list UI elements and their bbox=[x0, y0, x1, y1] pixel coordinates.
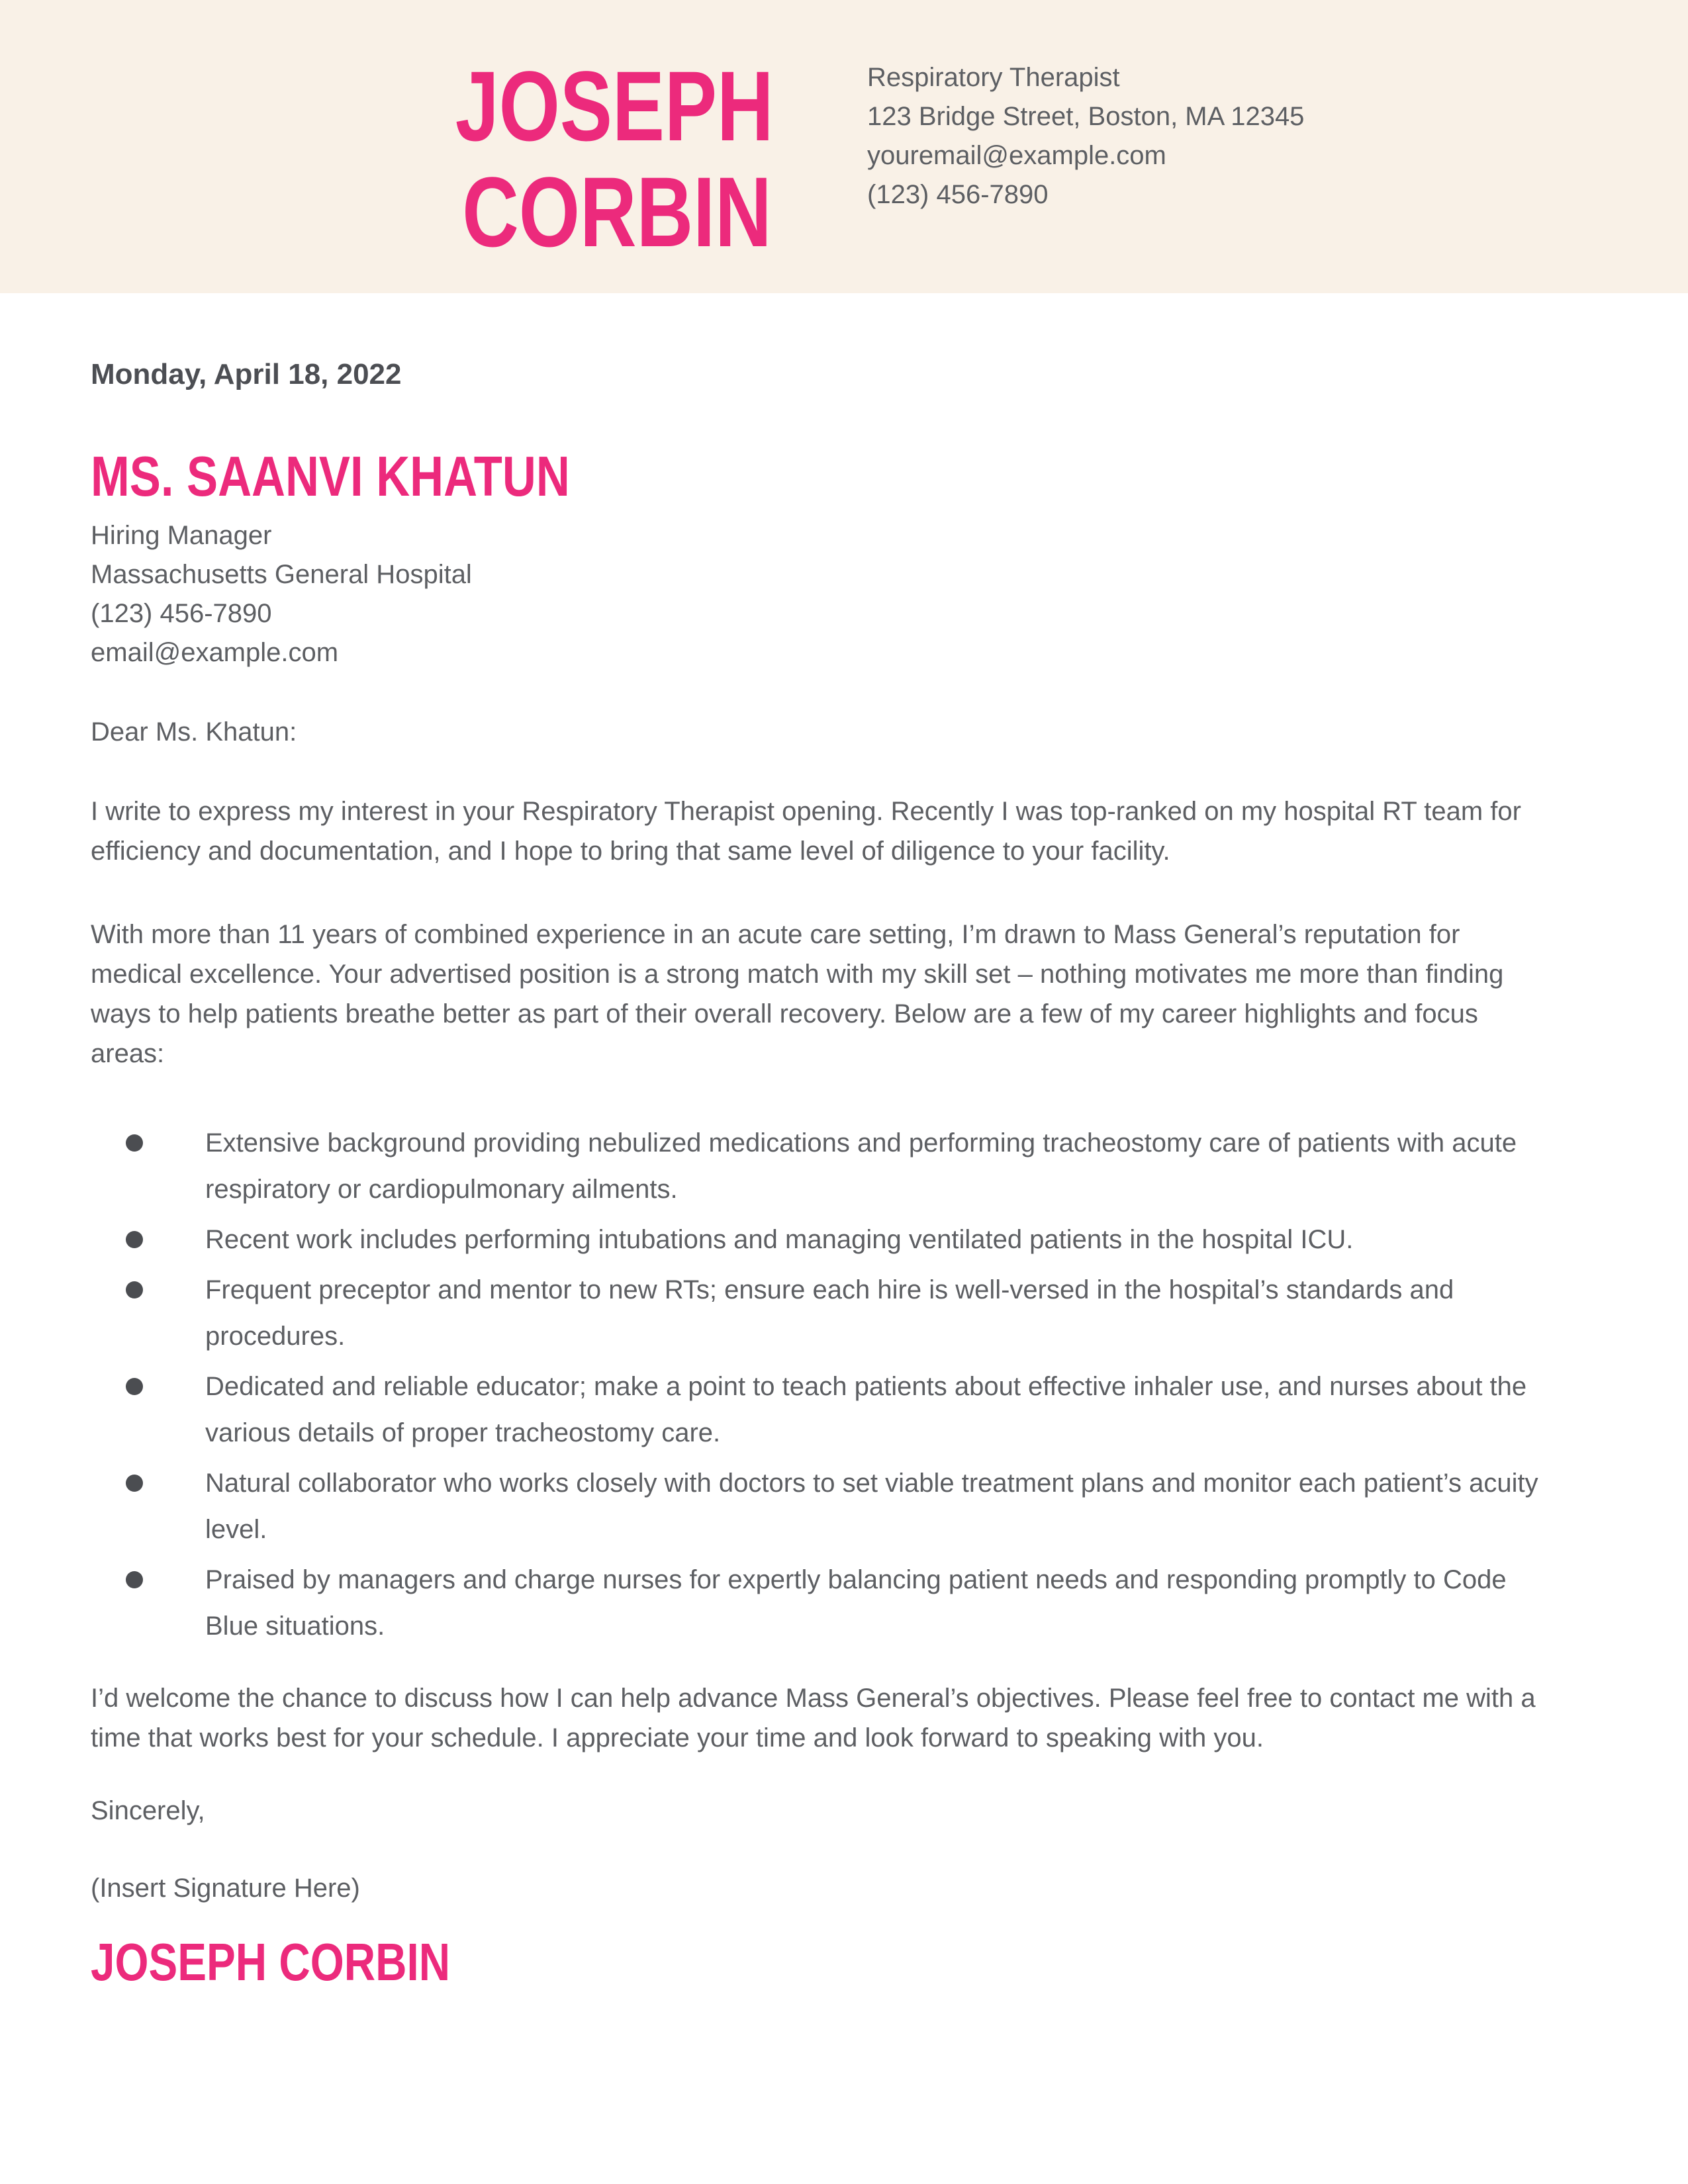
recipient-name: MS. SAANVI KHATUN bbox=[91, 445, 570, 508]
sender-name-line-1 bbox=[371, 50, 774, 161]
signature-name: JOSEPH CORBIN bbox=[91, 1933, 451, 1991]
recipient-name-heading bbox=[91, 447, 1547, 507]
recipient-phone: (123) 456-7890 bbox=[91, 599, 272, 628]
highlight-item bbox=[91, 1460, 1547, 1553]
bullet-icon bbox=[126, 1231, 143, 1248]
recipient-email: email@example.com bbox=[91, 638, 339, 667]
bullet-icon bbox=[126, 1281, 143, 1298]
sender-address: 123 Bridge Street, Boston, MA 12345 bbox=[867, 102, 1305, 131]
highlight-text: Natural collaborator who works closely with doctors to set viable treatment plans and monitor each patient’s acuity level. bbox=[205, 1469, 1538, 1544]
letter-header bbox=[0, 0, 1688, 293]
signature-name-heading bbox=[91, 1933, 1547, 1992]
bullet-icon bbox=[126, 1134, 143, 1152]
highlight-item bbox=[91, 1120, 1547, 1212]
bullet-icon bbox=[126, 1378, 143, 1395]
valediction: Sincerely, bbox=[91, 1796, 205, 1825]
career-highlights-list bbox=[91, 1120, 1547, 1649]
bullet-icon bbox=[126, 1475, 143, 1492]
recipient-company: Massachusetts General Hospital bbox=[91, 560, 472, 589]
highlight-item bbox=[91, 1267, 1547, 1359]
signature-placeholder: (Insert Signature Here) bbox=[91, 1874, 360, 1903]
highlight-text: Extensive background providing nebulized medications and performing tracheostomy care of patients with acute respiratory or cardiopulmonary ailments. bbox=[205, 1128, 1517, 1204]
letter-date: Monday, April 18, 2022 bbox=[91, 358, 402, 390]
bullet-icon bbox=[126, 1571, 143, 1588]
salutation: Dear Ms. Khatun: bbox=[91, 717, 297, 747]
highlight-item bbox=[91, 1363, 1547, 1456]
highlight-item bbox=[91, 1216, 1547, 1263]
highlight-text: Recent work includes performing intubations and managing ventilated patients in the hospital ICU. bbox=[205, 1225, 1354, 1254]
highlight-text: Praised by managers and charge nurses for expertly balancing patient needs and responding promptly to Code Blue situations. bbox=[205, 1565, 1507, 1641]
sender-job-title: Respiratory Therapist bbox=[867, 63, 1120, 92]
recipient-title: Hiring Manager bbox=[91, 521, 272, 550]
closing-paragraph: I’d welcome the chance to discuss how I can help advance Mass General’s objectives. Please feel free to contact me with a time that works best for your schedule. I appreciate your time and look forward to speaking with you. bbox=[91, 1684, 1536, 1752]
experience-paragraph: With more than 11 years of combined experience in an acute care setting, I’m drawn to Mass General’s reputation for medical excellence. Your advertised position is a strong match with my skill set – nothing motivates me more than finding ways to help patients breathe better as part of their overall recovery. Below are a few of my career highlights and focus areas: bbox=[91, 920, 1504, 1068]
highlight-text: Dedicated and reliable educator; make a point to teach patients about effective inhaler use, and nurses about the various details of proper tracheostomy care. bbox=[205, 1372, 1527, 1447]
recipient-info bbox=[91, 516, 1547, 672]
highlight-text: Frequent preceptor and mentor to new RTs; ensure each hire is well-versed in the hospital’s standards and procedures. bbox=[205, 1275, 1454, 1351]
intro-paragraph: I write to express my interest in your Respiratory Therapist opening. Recently I was top-ranked on my hospital RT team for efficiency and documentation, and I hope to bring that same level of diligence to your facility. bbox=[91, 797, 1521, 866]
sender-name bbox=[371, 50, 774, 267]
sender-contact bbox=[867, 58, 1304, 214]
letter-body bbox=[91, 293, 1547, 1992]
highlight-item bbox=[91, 1557, 1547, 1649]
sender-phone: (123) 456-7890 bbox=[867, 180, 1049, 209]
sender-name-line-2 bbox=[371, 156, 772, 267]
sender-email: youremail@example.com bbox=[867, 141, 1166, 170]
sender-last-name: CORBIN bbox=[462, 156, 772, 267]
sender-first-name: JOSEPH bbox=[455, 50, 774, 161]
